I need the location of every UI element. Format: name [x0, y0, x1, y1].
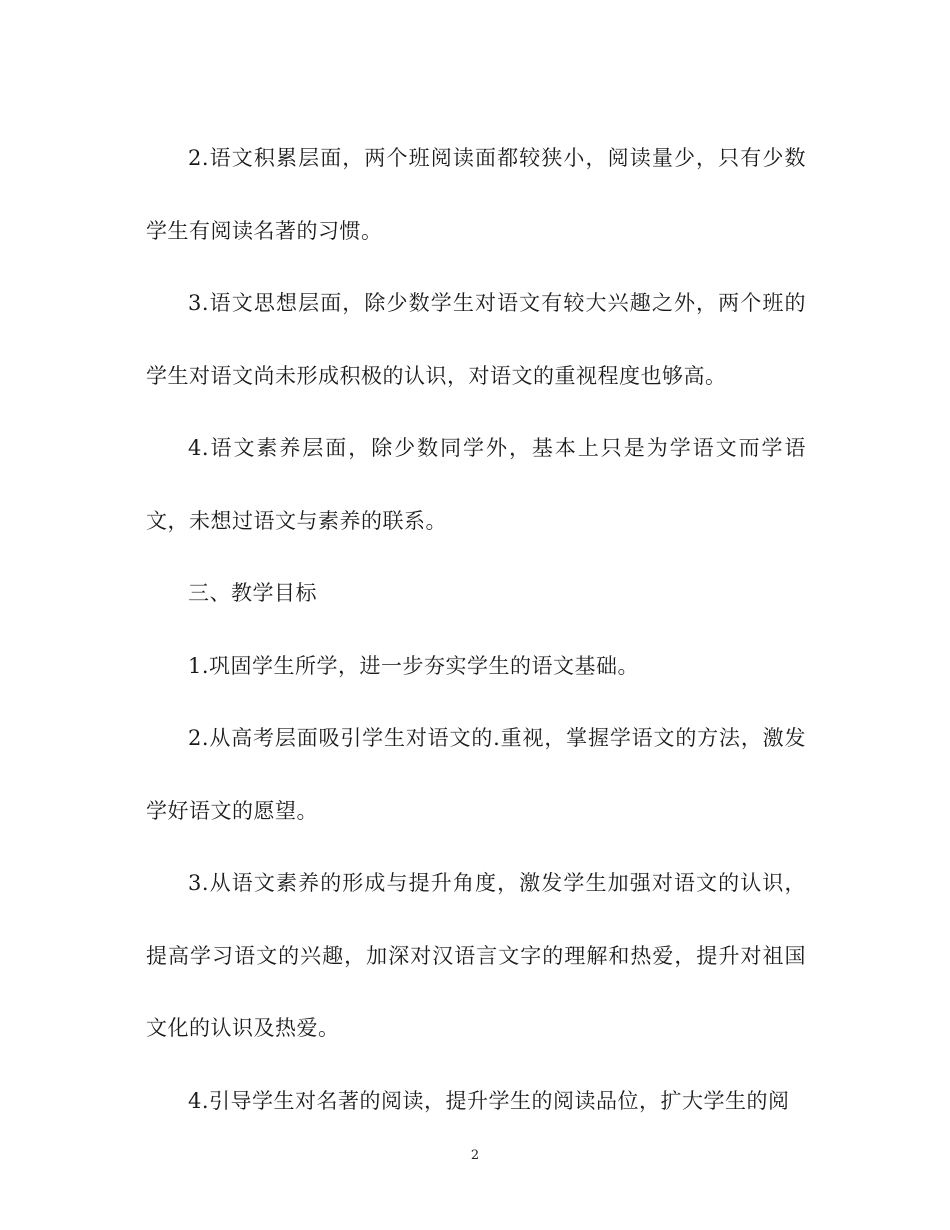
document-body — [146, 122, 806, 1137]
goal-item-2: 2.从高考层面吸引学生对语文的.重视，掌握学语文的方法，激发学好语文的愿望。 — [146, 726, 806, 823]
goal-item-3: 3.从语文素养的形成与提升角度，激发学生加强对语文的认识，提高学习语文的兴趣，加深对汉语言文字的理解和热爱，提升对祖国文化的认识及热爱。 — [146, 871, 806, 1040]
section-heading-teaching-goals: 三、教学目标 — [188, 581, 317, 605]
goal-item-4: 4.引导学生对名著的阅读，提升学生的阅读品位，扩大学生的阅 — [188, 1088, 790, 1113]
goal-item-1: 1.巩固学生所学，进一步夯实学生的语文基础。 — [188, 653, 640, 678]
paragraph-literacy: 4.语文素养层面，除少数同学外，基本上只是为学语文而学语文，未想过语文与素养的联系。 — [146, 436, 806, 533]
page-number: 2 — [470, 1148, 480, 1163]
paragraph-accumulation: 2.语文积累层面，两个班阅读面都较狭小，阅读量少，只有少数学生有阅读名著的习惯。 — [146, 146, 806, 243]
paragraph-thought: 3.语文思想层面，除少数学生对语文有较大兴趣之外，两个班的学生对语文尚未形成积极的认识，对语文的重视程度也够高。 — [146, 291, 806, 388]
